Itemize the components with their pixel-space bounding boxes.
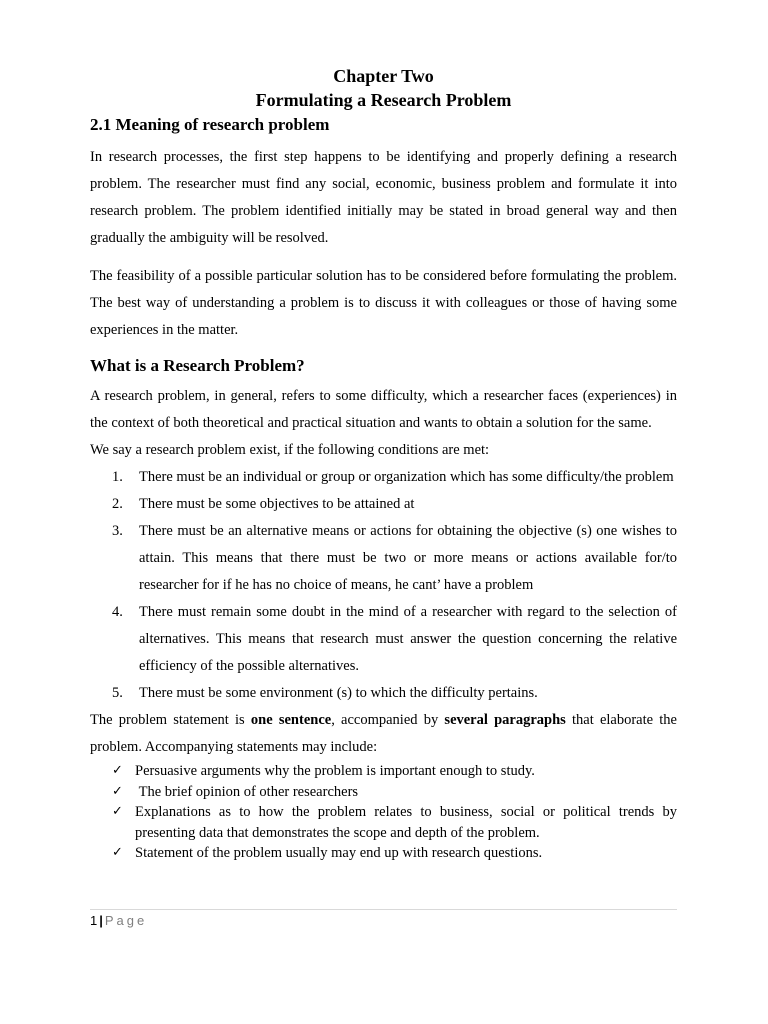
condition-number: 5.: [112, 685, 123, 701]
checkmark-icon: ✓: [112, 845, 123, 860]
checklist-item: [90, 802, 677, 843]
checklist-text: The brief opinion of other researchers: [135, 783, 359, 800]
condition-text: There must be some environment (s) to which the difficulty pertains.: [139, 685, 538, 701]
statement-emphasis-several-paragraphs: several paragraphs: [444, 712, 566, 728]
condition-text: There must be an alternative means or actions for obtaining the objective (s) one wishes to attain. This means that there must be two or more means or actions available for/to researcher for if he has no choice of means, he cant’ have a problem: [139, 523, 677, 593]
checklist-text: Explanations as to how the problem relates to business, social or political trends by presenting data that demonstrates the scope and depth of the problem.: [135, 804, 677, 841]
chapter-number: Chapter Two: [333, 66, 434, 86]
page-footer: [90, 909, 677, 929]
checklist-text: Statement of the problem usually may end up with research questions.: [135, 845, 543, 861]
conditions-list: [90, 464, 677, 707]
section-heading-2-1: 2.1 Meaning of research problem: [90, 115, 330, 134]
page-number: 1: [90, 913, 98, 928]
paragraph-research-process: In research processes, the first step happens to be identifying and properly defining a research problem. The researcher must find any social, economic, business problem and formulate it into research problem. The problem identified initially may be stated in broad general way and then gradually the ambiguity will be resolved.: [90, 149, 677, 246]
paragraph-conditions-intro: We say a research problem exist, if the following conditions are met:: [90, 442, 490, 458]
checkmark-icon: ✓: [112, 783, 123, 799]
page-label: Page: [104, 913, 148, 928]
condition-number: 4.: [112, 604, 123, 620]
paragraph-problem-statement: [90, 707, 677, 761]
condition-item: [90, 464, 677, 491]
statement-emphasis-one-sentence: one sentence: [250, 712, 332, 728]
chapter-title: Formulating a Research Problem: [255, 90, 512, 110]
statement-text: The problem statement is: [90, 712, 251, 728]
paragraph-feasibility: The feasibility of a possible particular solution has to be considered before formulating the problem. The best way of understanding a problem is to discuss it with colleagues or those of having some experiences in the matter.: [90, 268, 677, 338]
statement-text: , accompanied by: [331, 712, 445, 728]
condition-number: 2.: [112, 496, 123, 512]
paragraph-definition: A research problem, in general, refers to some difficulty, which a researcher faces (experiences) in the context of both theoretical and practical situation and wants to obtain a solution for the same.: [90, 388, 677, 431]
checklist-item: [90, 761, 677, 782]
condition-item: [90, 491, 677, 518]
checklist-item: [90, 782, 677, 803]
statement-text: that elaborate the problem. Accompanying statements may include:: [90, 712, 677, 755]
condition-text: There must be some objectives to be attained at: [139, 496, 415, 512]
subheading-what-is-research-problem: What is a Research Problem?: [90, 356, 305, 375]
page-content: [90, 64, 677, 864]
condition-text: There must be an individual or group or organization which has some difficulty/the problem: [139, 469, 674, 485]
condition-item: [90, 518, 677, 599]
footer-separator: |: [99, 913, 103, 928]
condition-number: 1.: [112, 469, 123, 485]
checklist-item: [90, 843, 677, 864]
condition-item: [90, 599, 677, 680]
checklist-text: Persuasive arguments why the problem is important enough to study.: [135, 763, 535, 779]
accompanying-statements-list: [90, 761, 677, 864]
checkmark-icon: ✓: [112, 804, 123, 819]
condition-item: [90, 680, 677, 707]
checkmark-icon: ✓: [112, 763, 123, 778]
condition-number: 3.: [112, 523, 123, 539]
condition-text: There must remain some doubt in the mind of a researcher with regard to the selection of alternatives. This means that research must answer the question concerning the relative efficiency of the possible alternatives.: [139, 604, 677, 674]
